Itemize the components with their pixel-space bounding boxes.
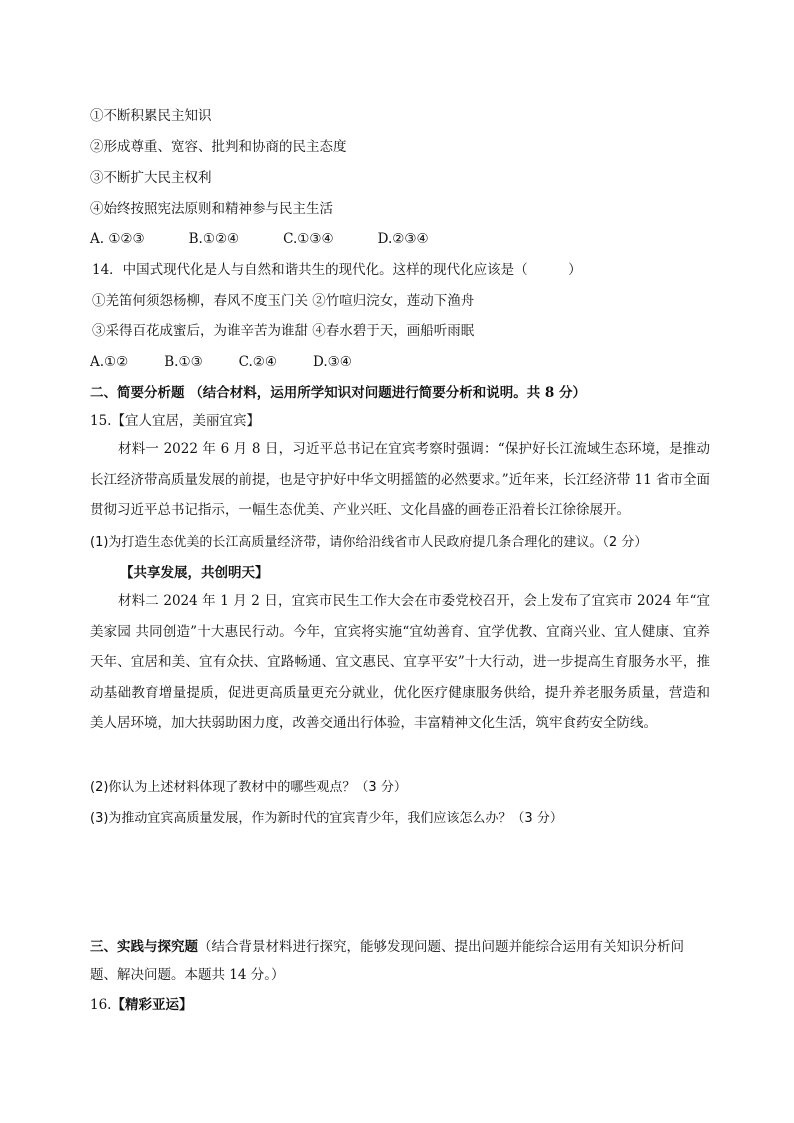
- q15-question-3: (3)为推动宜宾高质量发展，作为新时代的宜宾青少年，我们应该怎么办？（3 分）: [90, 811, 563, 826]
- q15-material-2: 材料二 2024 年 1 月 2 日，宜宾市民生工作大会在市委党校召开，会上发布了宜宾市 2024 年“宜美家园 共同创造”十大惠民行动。今年，宜宾将实施“宜幼善育、宜学优教、宜商兴业、宜人健康、宜养天年、宜居和美、宜有众扶、宜路畅通、宜文惠民、宜享平安”十大行动，进一步提高生育服务水平，推动基础教育增量提质，促进更高质量更充分就业，优化医疗健康服务供给，提升养老服务质量，营造和美人居环境，加大扶弱助困力度，改善交通出行体验，丰富精神文化生活，筑牢食药安全防线。: [90, 593, 710, 731]
- q14-line-2: ③采得百花成蜜后，为谁辛苦为谁甜 ④春水碧于天，画船听雨眠: [92, 323, 475, 339]
- q13-item-2: ②形成尊重、宽容、批判和协商的民主态度: [90, 139, 347, 155]
- q16-title: [90, 996, 192, 1014]
- q16-number: 16.: [90, 997, 112, 1013]
- q13-item-3: ③不断扩大民主权利: [90, 170, 212, 186]
- q13-option-d: D.②③④: [377, 231, 429, 247]
- q15-material-1: 材料一 2022 年 6 月 8 日，习近平总书记在宜宾考察时强调：“保护好长江流域生态环境，是推动长江经济带高质量发展的前提，也是守护好中华文明摇篮的必然要求。”近年来，长江经济带 11 省市全面贯彻习近平总书记指示，一幅生态优美、产业兴旺、文化昌盛的画卷正沿着长江徐徐展开。: [90, 441, 710, 518]
- q14-stem: 14．中国式现代化是人与自然和谐共生的现代化。这样的现代化应该是（ ）: [92, 262, 582, 278]
- q13-option-a: A. ①②③: [90, 231, 145, 247]
- q14-options: [90, 353, 388, 371]
- section-3-heading-line-1: [90, 938, 684, 956]
- q14-line-1: ①羌笛何须怨杨柳，春风不度玉门关 ②竹喧归浣女，莲动下渔舟: [92, 293, 475, 309]
- q15-question-2: (2)你认为上述材料体现了教材中的哪些观点？（3 分）: [90, 780, 407, 795]
- q16-topic: 【精彩亚运】: [111, 997, 193, 1013]
- q13-option-c: C.①③④: [283, 231, 334, 247]
- q15-question-1: (1)为打造生态优美的长江高质量经济带，请你给沿线省市人民政府提几条合理化的建议。（2 分）: [90, 535, 648, 550]
- q15-title: 15.【宜人宜居，美丽宜宾】: [90, 413, 260, 429]
- q15-subtitle-2: 【共享发展，共创明天】: [120, 565, 269, 581]
- q14-option-a: A.①②: [90, 354, 129, 370]
- section-3-heading-title: 三、实践与探究题: [90, 939, 198, 955]
- section-3-heading-note: （结合背景材料进行探究，能够发现问题、提出问题并能综合运用有关知识分析问: [198, 939, 684, 955]
- q14-option-c: C.②④: [238, 354, 278, 370]
- q14-option-d: D.③④: [313, 354, 352, 370]
- q13-item-4: ④始终按照宪法原则和精神参与民主生活: [90, 201, 333, 217]
- q13-options: [90, 230, 473, 248]
- section-2-heading: 二、简要分析题 （结合材料，运用所学知识对问题进行简要分析和说明。共 8 分）: [90, 385, 586, 401]
- q13-item-1: ①不断积累民主知识: [90, 108, 212, 124]
- q13-option-b: B.①②④: [188, 231, 240, 247]
- q14-option-b: B.①③: [164, 354, 203, 370]
- section-3-heading-line-2: 题、解决问题。本题共 14 分。）: [90, 967, 285, 983]
